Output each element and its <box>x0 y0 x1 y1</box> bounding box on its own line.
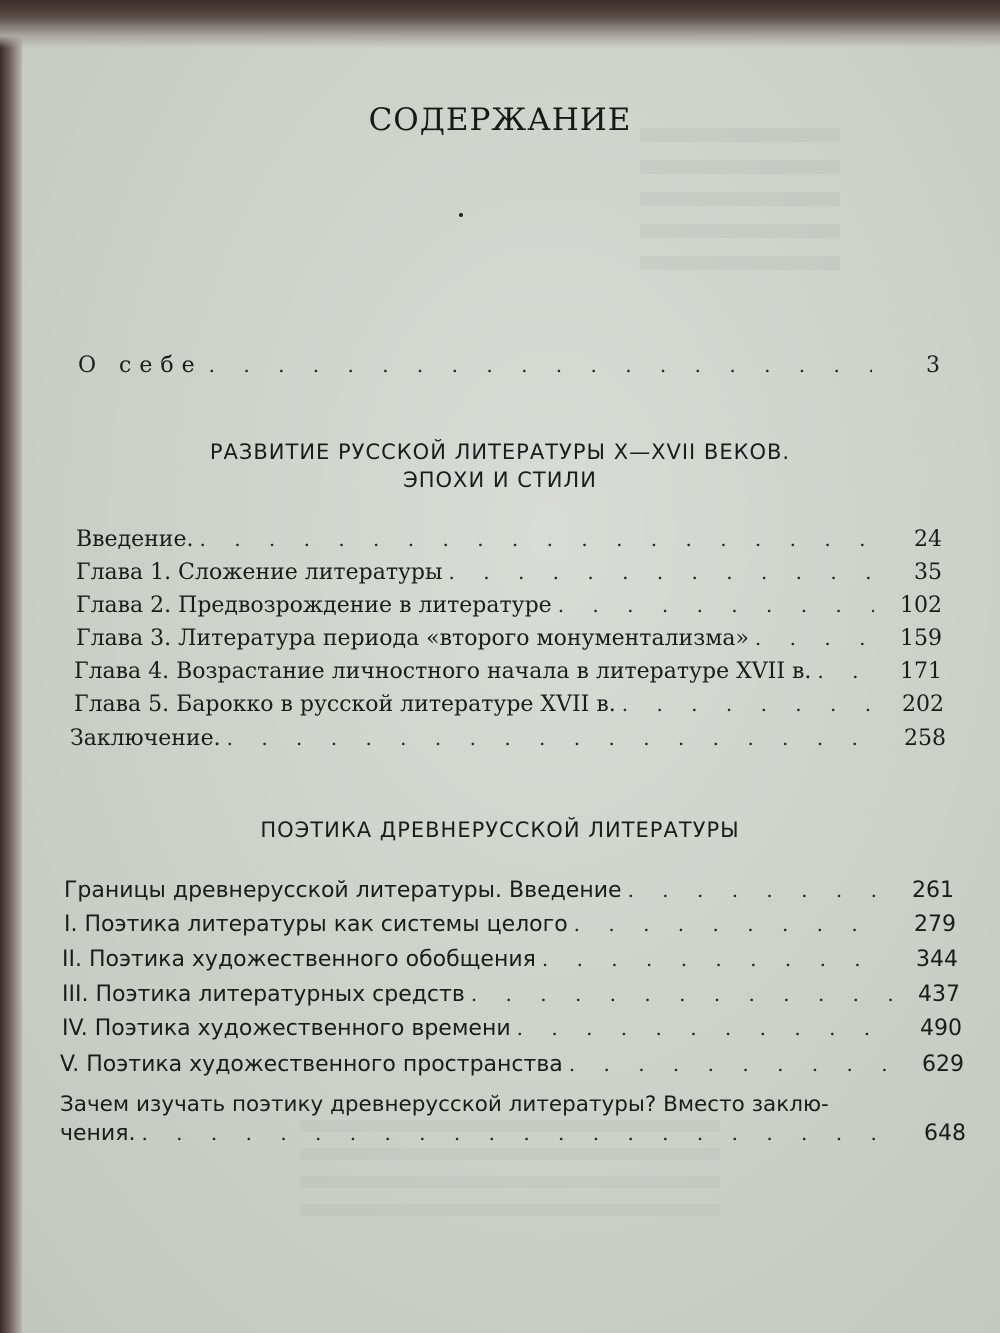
toc-entry-page: 3 <box>926 353 940 378</box>
toc-entry-label: Введение. <box>76 527 194 552</box>
toc-entry-page: 279 <box>914 912 956 937</box>
toc-entry-page: 159 <box>900 626 942 651</box>
toc-entry-label: О себе <box>78 353 203 378</box>
toc-entry-label: Глава 1. Сложение литературы <box>76 560 443 585</box>
section-2-heading: ПОЭТИКА ДРЕВНЕРУССКОЙ ЛИТЕРАТУРЫ <box>260 818 740 842</box>
toc-entry-page: 261 <box>912 878 954 903</box>
toc-entry-label: IV. Поэтика художественного времени <box>62 1016 511 1041</box>
toc-entry-page: 171 <box>900 659 942 684</box>
toc-entry-page: 648 <box>924 1121 966 1146</box>
toc-entry-page: 258 <box>904 726 946 751</box>
toc-entry-label: III. Поэтика литературных средств <box>62 982 465 1007</box>
toc-leader-dots <box>558 593 874 617</box>
toc-entry-label: Границы древнерусской литературы. Введение <box>64 878 622 903</box>
toc-entry <box>70 726 946 760</box>
toc-entry-label: Глава 4. Возрастание личностного начала в литературе XVII в. <box>74 659 812 684</box>
toc-entry <box>76 560 942 594</box>
toc-leader-dots <box>227 726 878 750</box>
toc-entry-page: 24 <box>914 527 942 552</box>
toc-entry-page: 490 <box>920 1016 962 1041</box>
show-through-block-top <box>640 128 840 278</box>
toc-entry-label: II. Поэтика художественного обобщения <box>62 947 536 972</box>
book-top-edge <box>0 0 1000 48</box>
toc-leader-dots <box>471 982 892 1006</box>
toc-entry-label: V. Поэтика художественного пространства <box>60 1052 563 1077</box>
toc-entry <box>76 593 942 627</box>
toc-entry-page: 102 <box>900 593 942 618</box>
toc-entry-page: 437 <box>918 982 960 1007</box>
toc-entry <box>76 626 942 660</box>
toc-leader-dots <box>449 560 874 584</box>
toc-entry <box>62 982 960 1016</box>
toc-entry-label: I. Поэтика литературы как системы целого <box>64 912 568 937</box>
toc-leader-dots <box>755 626 874 650</box>
toc-leader-dots <box>569 1052 896 1076</box>
section-1-heading-line-1: РАЗВИТИЕ РУССКОЙ ЛИТЕРАТУРЫ X—XVII ВЕКОВ. <box>209 440 791 464</box>
toc-entry-intro <box>78 353 940 387</box>
page-title: СОДЕРЖАНИЕ <box>368 102 632 138</box>
decorative-dot <box>459 213 463 217</box>
toc-leader-dots <box>628 878 886 902</box>
toc-entry <box>60 1121 966 1155</box>
toc-leader-dots <box>622 692 876 716</box>
toc-entry <box>62 1016 962 1050</box>
section-1-heading-line-2: ЭПОХИ И СТИЛИ <box>403 468 597 492</box>
toc-entry-label-line-1: Зачем изучать поэтику древнерусской литературы? Вместо заклю- <box>60 1092 829 1117</box>
toc-leader-dots <box>817 659 874 683</box>
toc-leader-dots <box>574 912 888 936</box>
toc-entry-label: Заключение. <box>70 726 221 751</box>
toc-entry-page: 202 <box>902 692 944 717</box>
toc-entry-label: Глава 2. Предвозрождение в литературе <box>76 593 552 618</box>
toc-entry-page: 629 <box>922 1052 964 1077</box>
toc-entry <box>74 692 944 726</box>
book-binding-edge <box>0 0 22 1333</box>
toc-leader-dots <box>199 527 874 551</box>
toc-leader-dots <box>517 1016 894 1040</box>
toc-entry <box>76 527 942 561</box>
toc-entry <box>64 878 954 912</box>
toc-entry-page: 344 <box>916 947 958 972</box>
toc-leader-dots <box>542 947 890 971</box>
toc-entry <box>64 912 956 946</box>
toc-leader-dots <box>209 353 872 377</box>
toc-entry-label-line-2: чения. <box>60 1121 136 1146</box>
toc-leader-dots <box>141 1121 898 1145</box>
toc-entry <box>74 659 942 693</box>
toc-entry-page: 35 <box>914 560 942 585</box>
toc-entry <box>62 947 958 981</box>
toc-entry-label: Глава 3. Литература периода «второго монументализма» <box>76 626 749 651</box>
toc-entry <box>60 1052 964 1086</box>
toc-entry-label: Глава 5. Барокко в русской литературе XVII в. <box>74 692 616 717</box>
